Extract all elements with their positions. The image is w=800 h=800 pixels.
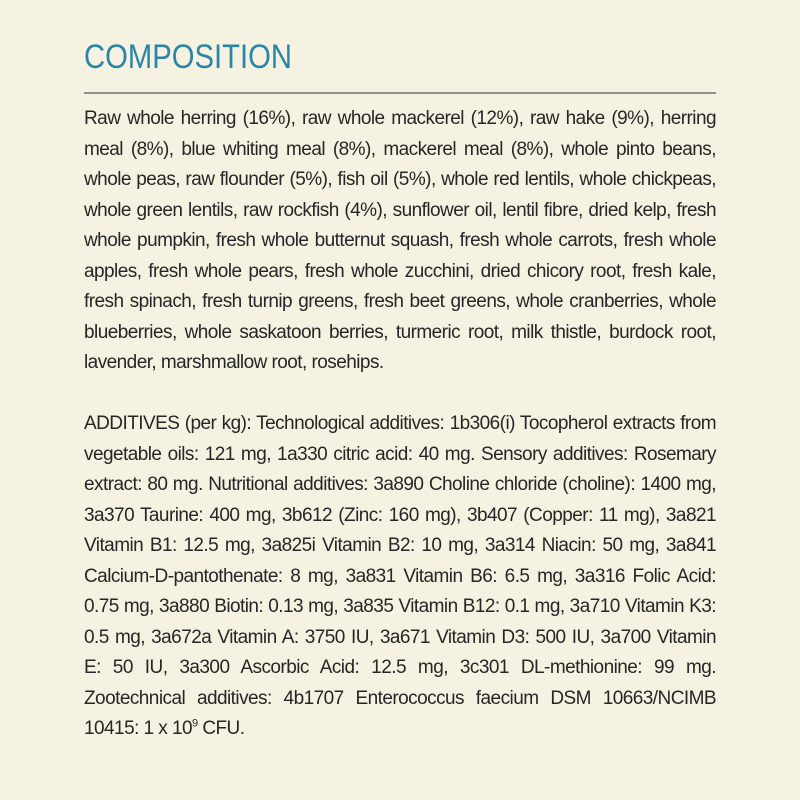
cfu-exponent: 9 <box>192 717 198 730</box>
additives-paragraph <box>84 409 716 745</box>
title-divider <box>84 92 716 94</box>
additives-text: ADDITIVES (per kg): Technological additives: 1b306(i) Tocopherol extracts from vegetable oils: 121 mg, 1a330 citric acid: 40 mg. Sensory additives: Rosemary extract: 80 mg. Nutritional additives: 3a890 Choline chloride (choline): 1400 mg, 3a370 Taurine: 400 mg, 3b612 (Zinc: 160 mg), 3b407 (Copper: 11 mg), 3a821 Vitamin B1: 12.5 mg, 3a825i Vitamin B2: 10 mg, 3a314 Niacin: 50 mg, 3a841 Calcium-D-pantothenate: 8 mg, 3a831 Vitamin B6: 6.5 mg, 3a316 Folic Acid: 0.75 mg, 3a880 Biotin: 0.13 mg, 3a835 Vitamin B12: 0.1 mg, 3a710 Vitamin K3: 0.5 mg, 3a672a Vitamin A: 3750 IU, 3a671 Vitamin D3: 500 IU, 3a700 Vitamin E: 50 IU, 3a300 Ascorbic Acid: 12.5 mg, 3c301 DL-methionine: 99 mg. Zootechnical additives: 4b1707 Enterococcus faecium DSM 10663/NCIMB 10415: 1 x 10 <box>84 413 716 739</box>
page-title: COMPOSITION <box>84 38 292 76</box>
additives-suffix: CFU. <box>197 718 245 739</box>
ingredients-paragraph: Raw whole herring (16%), raw whole mackerel (12%), raw hake (9%), herring meal (8%), blue whiting meal (8%), mackerel meal (8%), whole pinto beans, whole peas, raw flounder (5%), fish oil (5%), whole red lentils, whole chickpeas, whole green lentils, raw rockfish (4%), sunflower oil, lentil fibre, dried kelp, fresh whole pumpkin, fresh whole butternut squash, fresh whole carrots, fresh whole apples, fresh whole pears, fresh whole zucchini, dried chicory root, fresh kale, fresh spinach, fresh turnip greens, fresh beet greens, whole cranberries, whole blueberries, whole saskatoon berries, turmeric root, milk thistle, burdock root, lavender, marshmallow root, rosehips. <box>84 108 716 373</box>
